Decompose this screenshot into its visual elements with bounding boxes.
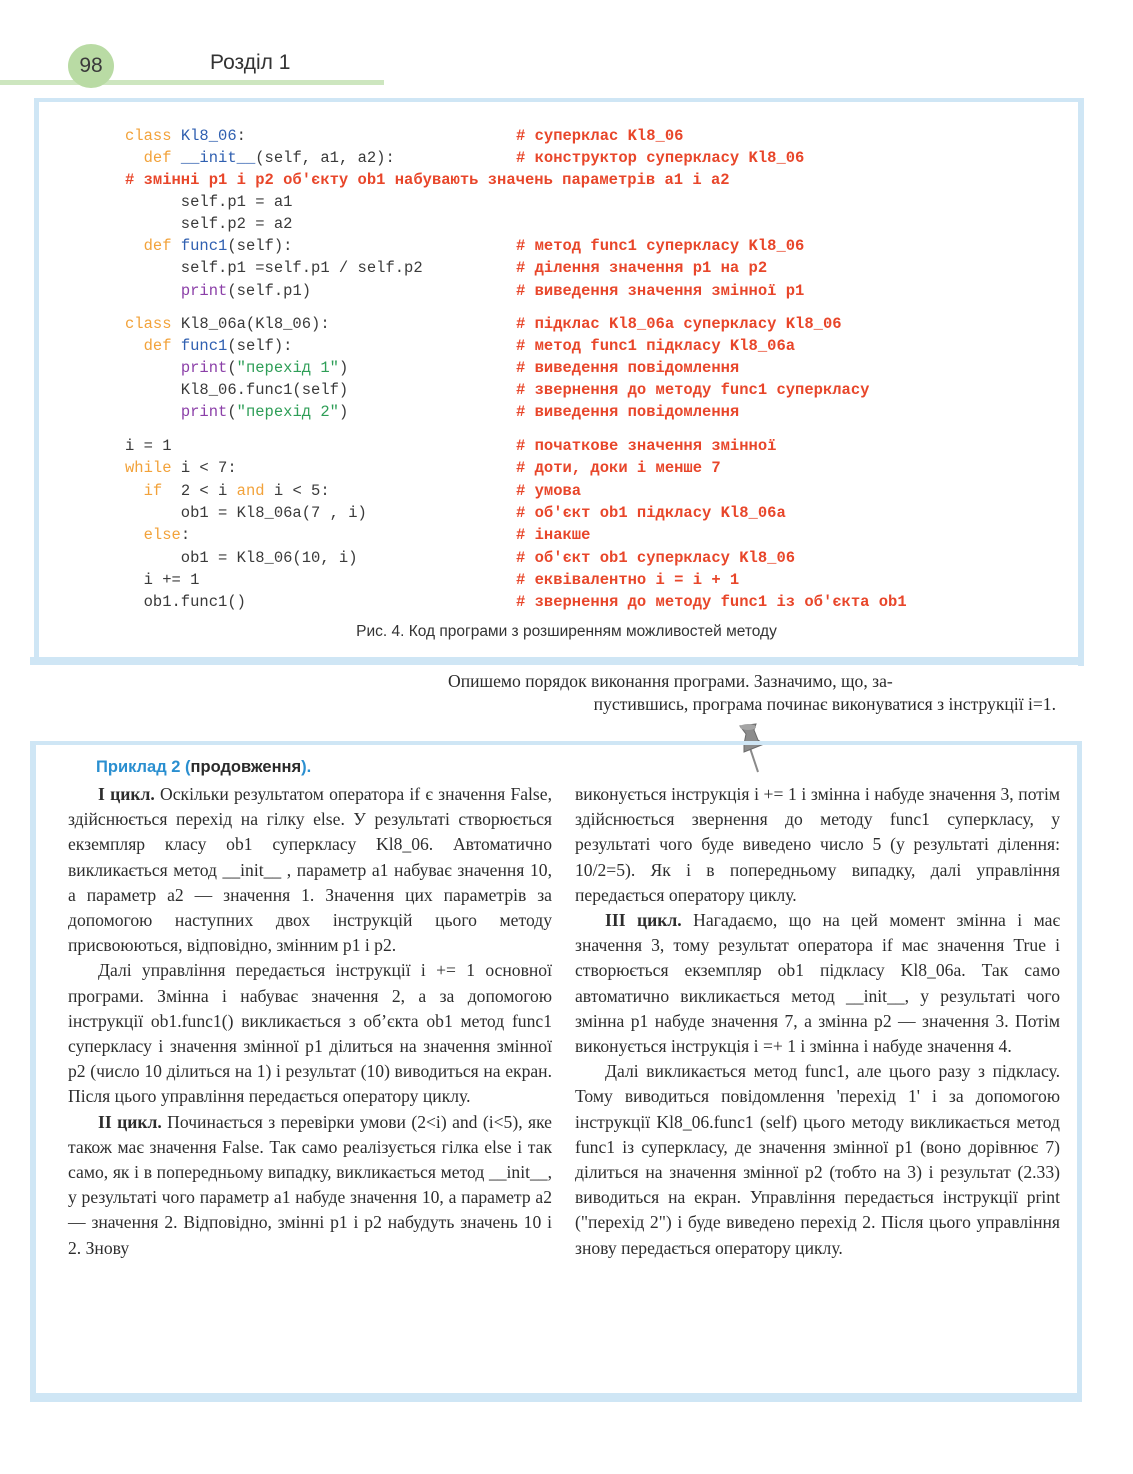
code-token: Kl8_06a(Kl8_06): (171, 315, 330, 333)
code-line (125, 235, 292, 257)
example-border (1077, 741, 1082, 1393)
paragraph (575, 782, 1060, 908)
paragraph (68, 958, 552, 1109)
cycle-heading: ІІІ цикл. (605, 910, 682, 931)
code-line: i = 1 (125, 437, 172, 455)
code-token: : (180, 526, 191, 544)
code-line (125, 457, 237, 479)
example-paren: ( (180, 758, 191, 776)
code-token (172, 337, 181, 355)
cycle-heading: І цикл. (98, 784, 155, 804)
code-line (125, 335, 292, 357)
code-comment: # змінні p1 і p2 об'єкту ob1 набувають значень параметрів a1 і a2 (125, 171, 730, 189)
left-column (68, 782, 552, 1261)
code-token: ) (338, 359, 349, 377)
code-token: (self, a1, a2): (255, 149, 395, 167)
intro-line: Опишемо порядок виконання програми. Зазначимо, що, за- (448, 671, 893, 691)
code-line: ob1 = Kl8_06a(7 , i) (125, 504, 367, 522)
code-comment: # суперклас Kl8_06 (516, 127, 684, 145)
code-comment: # метод func1 суперкласу Kl8_06 (516, 237, 805, 255)
paragraph-text: Починається з перевірки умови (2<i) and (i<5), яке також має значення False. Так само реалізується гілка else і так само, як і в попередньому випадку, викликається метод __init__, у результаті чого параметр a1 набуде значення 10, а параметр a2 — значення 2. Відповідно, змінні p1 і p2 набудуть значень 10 і 2. Знову (68, 1111, 552, 1258)
code-line (125, 313, 330, 335)
code-panel-border (30, 657, 1082, 665)
paragraph (575, 908, 1060, 1059)
code-token (172, 127, 181, 145)
code-class-name: Kl8_06 (180, 127, 237, 145)
code-token: (self): (227, 337, 293, 355)
code-indent (125, 149, 144, 167)
example-border (30, 1393, 1082, 1402)
code-builtin: print (180, 403, 228, 421)
code-line: ob1 = Kl8_06(10, i) (125, 549, 358, 567)
example-label: Приклад 2 (96, 758, 181, 776)
paragraph (575, 1059, 1060, 1261)
code-comment: # еквівалентно i = i + 1 (516, 571, 740, 589)
code-comment: # умова (516, 482, 582, 500)
code-indent (125, 282, 181, 300)
example-heading (96, 758, 311, 777)
pushpin-icon (734, 722, 774, 774)
code-keyword: else (143, 526, 181, 544)
paragraph-text: Оскільки результатом оператора if є значення False, здійснюється перехід на гілку else. У результаті створюється екземпляр класу ob1 суперкласу Kl8_06. Автоматично викликається метод __init__ , параметр a1 набуває значення 10, а параметр a2 — значення 1. Значення цих параметрів за допомогою наступних двох інструкцій цього методу присвоюються, відповідно, змінним p1 і p2. (68, 784, 552, 956)
code-token (172, 149, 181, 167)
paragraph (68, 782, 552, 958)
paragraph (68, 1110, 552, 1261)
intro-paragraph (448, 670, 1056, 716)
code-token: (self): (227, 237, 293, 255)
paragraph-text: Далі управління передається інструкції i += 1 основної програми. Змінна i набуває значення 2, а за допомогою інструкції ob1.func1() викликається з об’єкта ob1 метод func1 суперкласу і значення змінної p1 ділиться на значення змінної p2 (число 10 ділиться на 1) і результат (10) виводиться на екран. Після цього управління передається оператору циклу. (68, 960, 552, 1107)
code-function-name: func1 (180, 237, 228, 255)
code-comment: # об'єкт ob1 суперкласу Kl8_06 (516, 549, 796, 567)
example-border (30, 741, 36, 1393)
code-line (125, 480, 330, 502)
code-token (172, 237, 181, 255)
code-panel-border (1078, 98, 1084, 666)
code-token: 2 < i (162, 482, 237, 500)
code-indent (125, 482, 144, 500)
code-string: "перехід 2" (236, 403, 339, 421)
paragraph-text: Далі викликається метод func1, але цього разу з підкласу. Тому виводиться повідомлення 'перехід 1' і за допомогою інструкції Kl8_06.func1 (self) цього методу викликається метод func1 із суперкласу, де значення змінної p1 (воно дорівнює 7) ділиться на значення змінної p2 (тобто на 3) і результат (2.33) виводиться на екран. Управління передається інструкції print ("перехід 2") і буде виведено перехід 2. Після цього управління знову передається оператору циклу. (575, 1061, 1060, 1258)
code-builtin: print (180, 359, 228, 377)
code-comment: # підклас Kl8_06a суперкласу Kl8_06 (516, 315, 842, 333)
code-indent (125, 359, 181, 377)
code-keyword: def (143, 337, 172, 355)
code-keyword: if (143, 482, 163, 500)
example-border (36, 741, 1082, 745)
example-note: продовження (190, 758, 302, 776)
code-keyword: while (125, 459, 172, 477)
code-builtin: print (180, 282, 228, 300)
code-line: Kl8_06.func1(self) (125, 381, 349, 399)
code-comment: # початкове значення змінної (516, 437, 777, 455)
code-comment: # виведення повідомлення (516, 359, 740, 377)
code-string: "перехід 1" (236, 359, 339, 377)
code-comment: # виведення значення змінної p1 (516, 282, 805, 300)
figure-caption: Рис. 4. Код програми з розширенням можливостей методу (356, 623, 777, 640)
code-keyword: and (236, 482, 265, 500)
code-token: ( (227, 403, 237, 421)
example-paren: ). (301, 758, 312, 776)
right-column (575, 782, 1060, 1261)
code-token: ) (338, 403, 349, 421)
code-keyword: def (143, 149, 172, 167)
cycle-heading: ІІ цикл. (98, 1111, 162, 1132)
code-comment: # звернення до методу func1 із об'єкта ob1 (516, 593, 907, 611)
page-number: 98 (79, 54, 103, 77)
code-indent (125, 337, 144, 355)
page-number-badge (68, 44, 114, 88)
code-token: ( (227, 359, 237, 377)
code-line: self.p1 =self.p1 / self.p2 (125, 259, 423, 277)
code-line: self.p2 = a2 (125, 215, 293, 233)
code-comment: # доти, доки i менше 7 (516, 459, 721, 477)
code-function-name: func1 (180, 337, 228, 355)
code-line (125, 125, 246, 147)
code-panel-border (34, 98, 39, 661)
paragraph-text: Нагадаємо, що на цей момент змінна i має значення 3, тому результат оператора if має значення True і створюється екземпляр ob1 підкласу Kl8_06a. Так само автоматично викликається метод __init__, у результаті чого змінна p1 набуде значення 7, а змінна p2 — значення 3. Потім виконується інструкція i =+ 1 і змінна i набуде значення 4. (575, 910, 1061, 1057)
paragraph-text: виконується інструкція i += 1 і змінна i набуде значення 3, потім здійснюється звернення до методу func1 суперкласу, у результаті чого буде виведено число 5 (у результаті ділення: 10/2=5). Як і в попередньому випадку, далі управління передається оператору циклу. (575, 784, 1060, 905)
code-line (125, 147, 395, 169)
code-keyword: def (143, 237, 172, 255)
code-keyword: class (125, 127, 172, 145)
code-line: i += 1 (125, 571, 200, 589)
header-rule (0, 80, 384, 85)
section-title: Розділ 1 (210, 51, 291, 74)
code-indent (125, 403, 181, 421)
code-comment: # виведення повідомлення (516, 403, 740, 421)
code-keyword: class (125, 315, 172, 333)
code-token: i < 5: (264, 482, 330, 500)
code-line (125, 280, 311, 302)
code-line (125, 357, 348, 379)
code-comment: # метод func1 підкласу Kl8_06a (516, 337, 796, 355)
code-function-name: __init__ (180, 149, 256, 167)
code-line (125, 401, 348, 423)
code-panel-border (34, 98, 1084, 102)
code-indent (125, 526, 144, 544)
intro-line: пустившись, програма починає виконуватися з інструкції i=1. (593, 694, 1056, 714)
code-comment: # ділення значення p1 на p2 (516, 259, 768, 277)
code-line: self.p1 = a1 (125, 193, 293, 211)
code-indent (125, 237, 144, 255)
code-comment: # конструктор суперкласу Kl8_06 (516, 149, 805, 167)
code-line: ob1.func1() (125, 593, 246, 611)
code-comment: # об'єкт ob1 підкласу Kl8_06a (516, 504, 786, 522)
code-token: (self.p1) (227, 282, 312, 300)
code-comment: # звернення до методу func1 суперкласу (516, 381, 870, 399)
code-token: : (236, 127, 246, 145)
code-comment: # інакше (516, 526, 591, 544)
code-line (125, 524, 190, 546)
code-token: i < 7: (171, 459, 237, 477)
